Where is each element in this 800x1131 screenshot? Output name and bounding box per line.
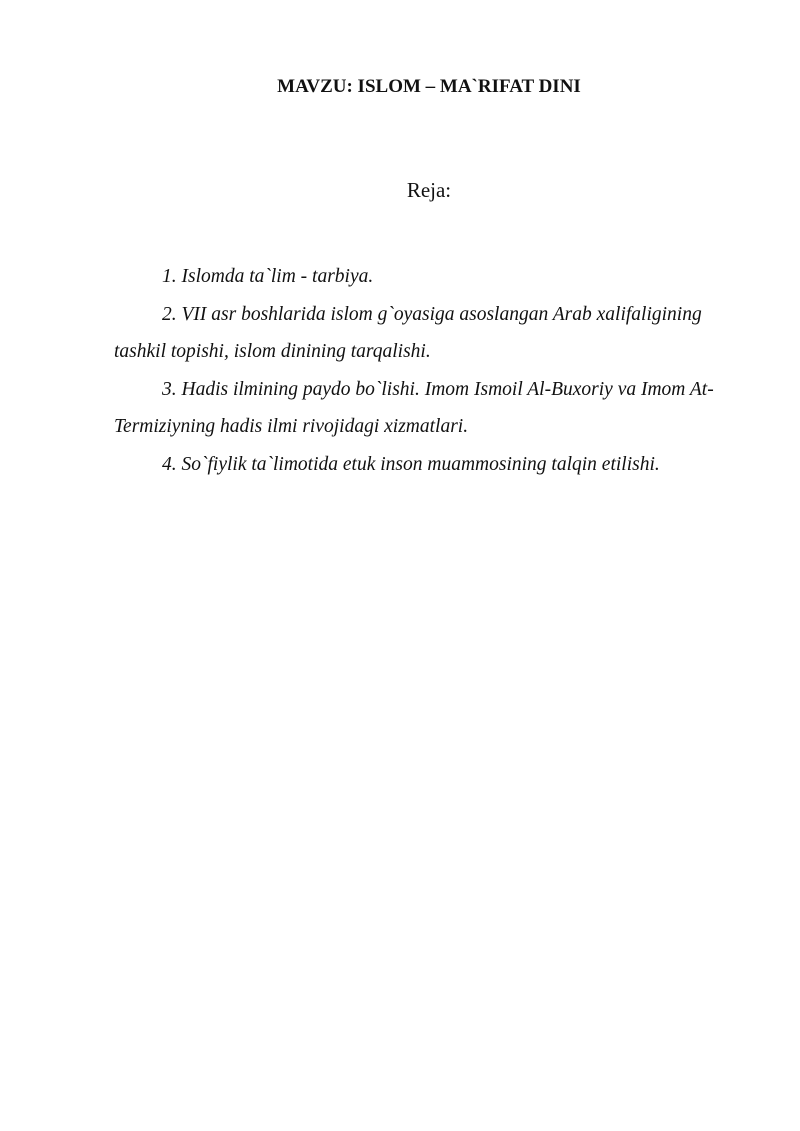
plan-item-2: 2. VII asr boshlarida islom g`oyasiga asoslangan Arab xalifaligining tashkil topishi, islom dinining tarqalishi.: [114, 303, 702, 362]
plan-item-4: 4. So`fiylik ta`limotida etuk inson muammosining talqin etilishi.: [162, 453, 660, 475]
plan-item-1: 1. Islomda ta`lim - tarbiya.: [162, 266, 374, 287]
page-title: MAVZU: ISLOM – MA`RIFAT DINI: [277, 76, 581, 97]
plan-item-3: 3. Hadis ilmining paydo bo`lishi. Imom Ismoil Al-Buxoriy va Imom At-Termiziyning hadis ilmi rivojidagi xizmatlari.: [114, 378, 714, 437]
plan-heading: Reja:: [406, 178, 452, 202]
plan-list: [114, 258, 754, 483]
